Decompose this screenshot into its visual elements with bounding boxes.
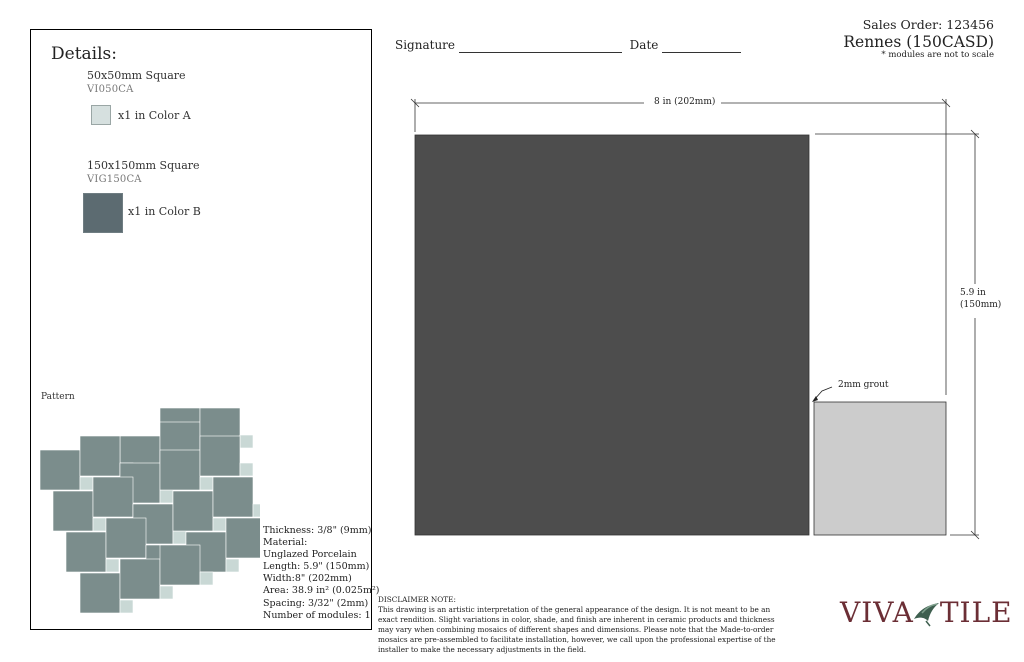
spec-material: Unglazed Porcelain <box>263 549 357 561</box>
width-dimension-label: 8 in (202mm) <box>654 97 716 107</box>
module-b-name: 150x150mm Square <box>87 159 200 172</box>
module-b-quantity: x1 in Color B <box>128 205 201 218</box>
disclaimer <box>378 595 788 656</box>
large-tile <box>415 135 809 535</box>
disclaimer-title: DISCLAIMER NOTE: <box>378 595 456 604</box>
spec-spacing: Spacing: 3/32" (2mm) <box>263 597 369 609</box>
spec-area: Area: 38.9 in² (0.025m²) <box>263 585 380 597</box>
logo-word-tile: TILE <box>939 596 1013 629</box>
signature-label: Signature <box>395 38 456 52</box>
modules-note: * modules are not to scale <box>881 50 994 60</box>
height-dimension-label-2: (150mm) <box>960 300 1002 310</box>
height-dimension-label-1: 5.9 in <box>960 288 986 298</box>
spec-length: Length: 5.9" (150mm) <box>263 561 370 573</box>
sales-order: Sales Order: 123456 <box>862 17 994 32</box>
small-tile <box>814 402 946 535</box>
viva-tile-logo <box>840 596 1013 629</box>
grout-label: 2mm grout <box>838 380 889 390</box>
spec-width: Width:8" (202mm) <box>263 573 352 585</box>
spec-modules: Number of modules: 1 <box>263 609 371 621</box>
logo-word-viva: VIVA <box>840 596 914 629</box>
spec-material-label: Material: <box>263 537 308 549</box>
disclaimer-text: This drawing is an artistic interpretation of the general appearance of the design. It is not meant to be an exact rendition. Slight variations in color, shade, and finish are inherent in ceramic products and thickness may vary when combining mosaics of different shapes and dimensions. Please note that the Made-to-order mosaics are pre-assembled to facilitate installation, however, we call upon the professional expertise of the installer to make the necessary adjustments in the field. <box>378 605 776 655</box>
spec-thickness: Thickness: 3/8" (9mm) <box>263 525 372 536</box>
date-label: Date <box>629 38 659 52</box>
pattern-label: Pattern <box>41 392 75 402</box>
details-title: Details: <box>51 44 117 64</box>
module-b-code: VIG150CA <box>87 174 142 185</box>
module-a-code: VI050CA <box>87 84 134 95</box>
module-a-quantity: x1 in Color A <box>118 109 191 122</box>
bird-icon <box>912 599 942 627</box>
product-name: Rennes (150CASD) <box>843 33 994 51</box>
module-a-name: 50x50mm Square <box>87 69 186 82</box>
